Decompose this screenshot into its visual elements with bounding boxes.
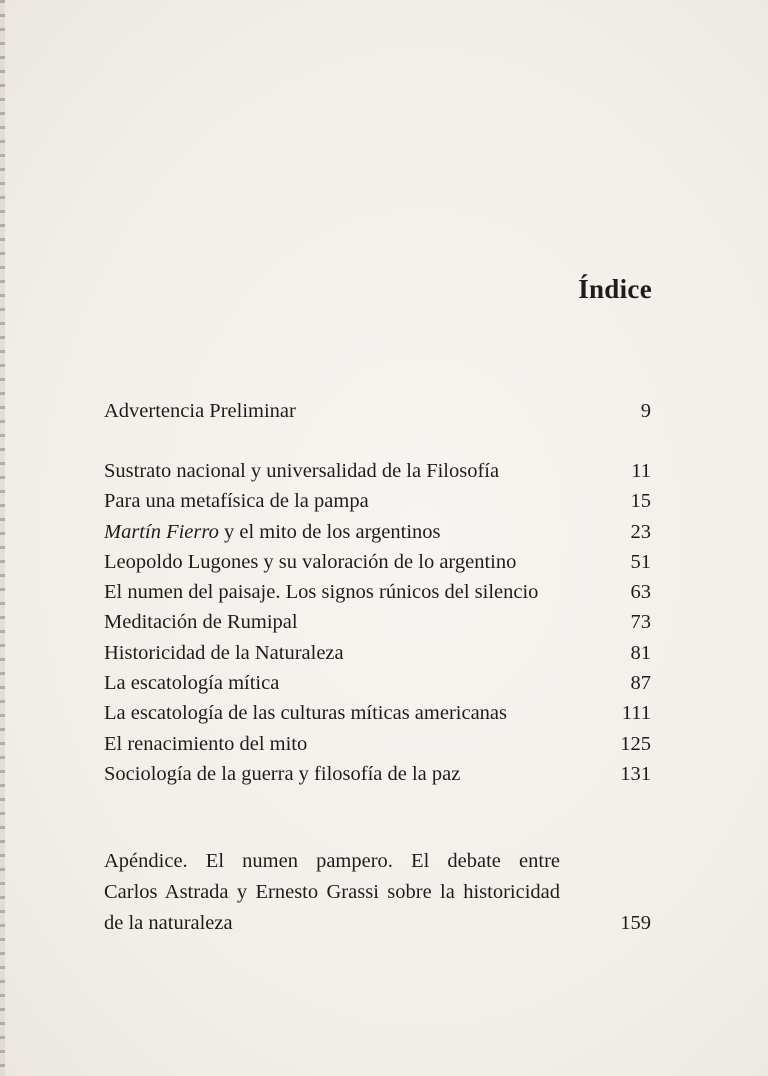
- toc-entry: [104, 668, 651, 698]
- appendix-line-1: Apéndice. El numen pampero. El debate entre: [104, 850, 560, 872]
- toc-entry-label: La escatología mítica: [104, 672, 280, 695]
- toc-entry-page: 111: [621, 702, 651, 725]
- toc-entry-label: Meditación de Rumipal: [104, 611, 298, 634]
- toc-entry-page: 81: [630, 641, 651, 664]
- toc-entry: [104, 396, 651, 426]
- toc-entry: [104, 547, 651, 577]
- toc-entry: [104, 486, 651, 516]
- toc-entry-label: Sustrato nacional y universalidad de la Filosofía: [104, 460, 500, 482]
- toc-entry-label: Historicidad de la Naturaleza: [104, 641, 344, 664]
- toc-entry-label: El renacimiento del mito: [104, 732, 308, 755]
- toc-entry-label: Sociología de la guerra y filosofía de la paz: [104, 762, 461, 785]
- toc-entry: [104, 638, 651, 668]
- toc-entry-label-italic: Martín Fierro: [104, 520, 219, 543]
- toc-entry-page: 9: [640, 400, 651, 422]
- page-edge: [0, 0, 5, 1076]
- appendix-line-3: de la naturaleza: [104, 912, 233, 934]
- toc-entry-label: Advertencia Preliminar: [104, 400, 296, 422]
- toc-entry-page: 125: [620, 732, 651, 755]
- toc-entry-page: 23: [630, 520, 651, 543]
- toc-entry-label: Leopoldo Lugones y su valoración de lo argentino: [104, 550, 517, 573]
- toc-entry-label: Para una metafísica de la pampa: [104, 490, 369, 513]
- toc-entry-page: 63: [630, 581, 651, 604]
- toc-entry: [104, 607, 651, 637]
- appendix-last-line: [104, 908, 651, 939]
- toc-entry-page: 131: [620, 762, 651, 785]
- toc-group-chapters: [104, 456, 651, 789]
- toc-entry-label: El numen del paisaje. Los signos rúnicos del silencio: [104, 581, 539, 604]
- toc-entry-page: 11: [631, 460, 651, 482]
- toc-appendix-entry: [104, 846, 651, 939]
- page-title: Índice: [578, 274, 652, 304]
- toc-entry-label: La escatología de las culturas míticas americanas: [104, 702, 507, 725]
- toc-entry-page: 159: [620, 912, 651, 934]
- appendix-line-2: Carlos Astrada y Ernesto Grassi sobre la historicidad: [104, 881, 560, 903]
- toc-entry-page: 73: [630, 611, 651, 634]
- toc-entry: [104, 729, 651, 759]
- toc-entry-page: 15: [630, 490, 651, 513]
- toc-entry-label: [104, 517, 441, 547]
- toc-entry: [104, 517, 651, 547]
- toc-entry-label-rest: y el mito de los argentinos: [218, 520, 441, 543]
- toc-entry-page: 51: [630, 550, 651, 573]
- toc-entry-page: 87: [630, 672, 651, 695]
- toc-entry: [104, 759, 651, 789]
- toc-entry: [104, 456, 651, 486]
- toc-entry: [104, 698, 651, 728]
- toc-entry: [104, 577, 651, 607]
- toc-group-preliminary: [104, 396, 651, 426]
